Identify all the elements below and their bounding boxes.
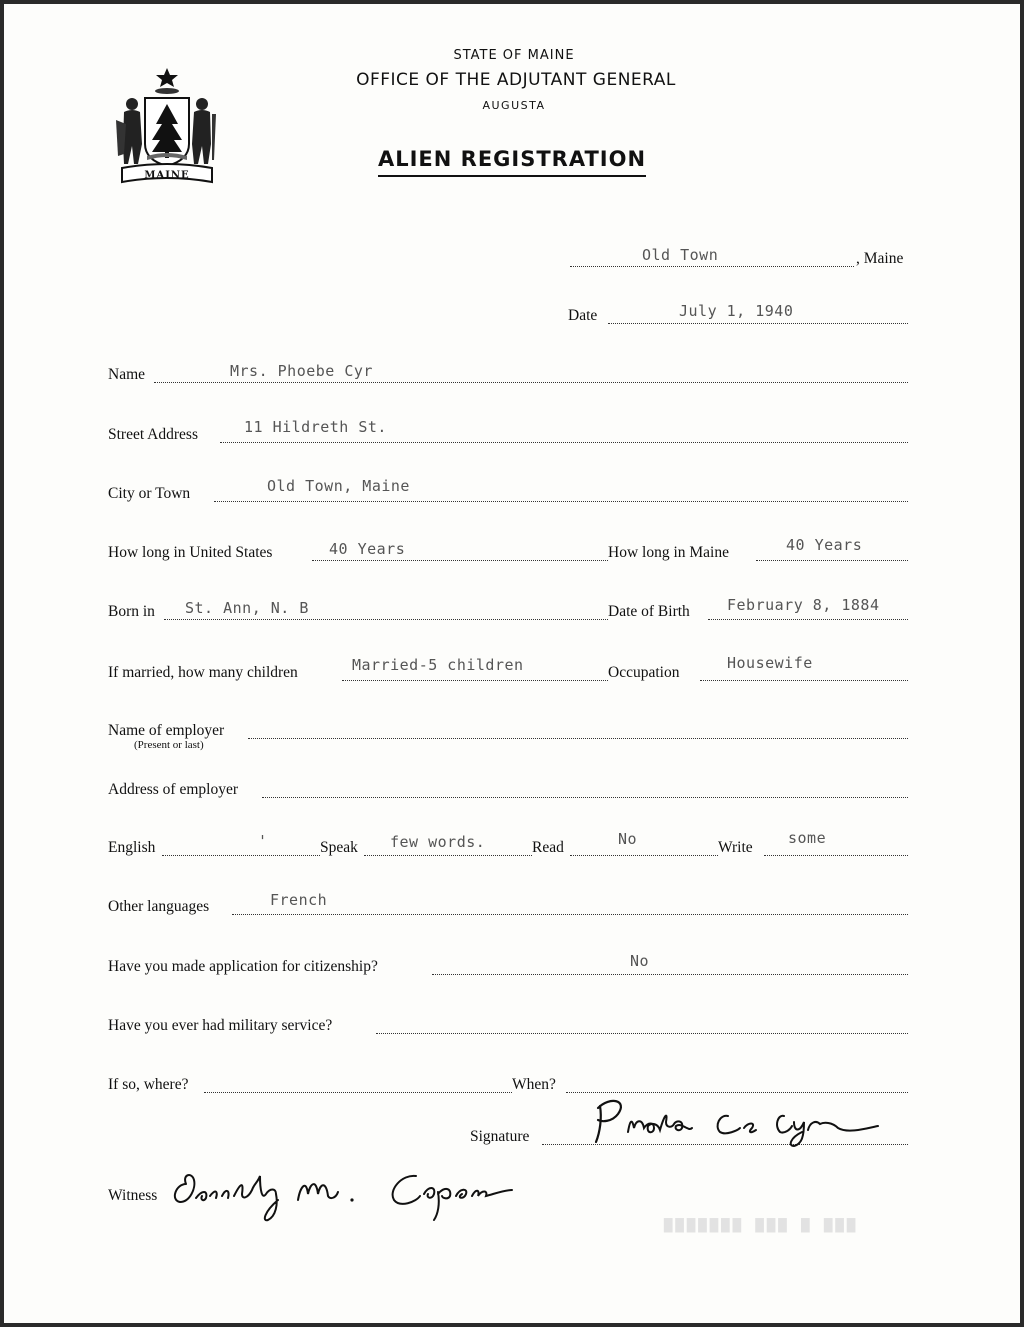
name-value: Mrs. Phoebe Cyr: [230, 362, 373, 380]
city-heading: AUGUSTA: [482, 99, 546, 112]
when-label: When?: [512, 1076, 556, 1093]
employer-sublabel: (Present or last): [134, 739, 204, 751]
speak-label: Speak: [320, 839, 358, 856]
employer-address-label: Address of employer: [108, 781, 238, 798]
applicant-signature: [588, 1092, 888, 1148]
citizenship-value: No: [630, 952, 650, 970]
witness-signature: [168, 1154, 528, 1224]
us-years-value: 40 Years: [329, 540, 406, 558]
signature-label: Signature: [470, 1128, 530, 1145]
street-value: 11 Hildreth St.: [244, 418, 387, 436]
languages-value: French: [270, 891, 328, 909]
speak-value: few words.: [390, 833, 486, 851]
born-value: St. Ann, N. B: [185, 599, 309, 617]
form-page: [4, 4, 1020, 1323]
english-label: English: [108, 839, 156, 856]
form-title-text: ALIEN REGISTRATION: [378, 147, 646, 177]
occupation-value: Housewife: [727, 654, 813, 672]
place-value: Old Town: [642, 246, 719, 264]
where-label: If so, where?: [108, 1076, 189, 1093]
witness-label: Witness: [108, 1187, 158, 1204]
employer-label: Name of employer: [108, 722, 225, 739]
read-label: Read: [532, 839, 564, 856]
place-suffix: , Maine: [856, 250, 904, 267]
dob-label: Date of Birth: [608, 603, 690, 620]
state-heading: STATE OF MAINE: [453, 48, 575, 63]
born-label: Born in: [108, 603, 155, 620]
read-value: No: [618, 830, 638, 848]
us-years-label: How long in United States: [108, 544, 273, 561]
write-label: Write: [718, 839, 753, 856]
city-label: City or Town: [108, 485, 191, 502]
office-heading: OFFICE OF THE ADJUTANT GENERAL: [356, 70, 676, 90]
english-mark: ': [258, 832, 268, 850]
citizenship-label: Have you made application for citizenship?: [108, 958, 378, 975]
occupation-label: Occupation: [608, 664, 680, 681]
maine-years-value: 40 Years: [786, 536, 863, 554]
dob-value: February 8, 1884: [727, 596, 880, 614]
date-value: July 1, 1940: [679, 302, 794, 320]
military-label: Have you ever had military service?: [108, 1017, 333, 1034]
languages-label: Other languages: [108, 898, 210, 915]
write-value: some: [788, 829, 827, 847]
maine-years-label: How long in Maine: [608, 544, 729, 561]
seal-text: MAINE: [144, 170, 190, 181]
city-value: Old Town, Maine: [267, 477, 410, 495]
date-label: Date: [568, 307, 598, 324]
faded-stamp: ▇▇▇▇▇▇▇ ▇▇▇ ▇ ▇▇▇: [664, 1217, 859, 1233]
children-label: If married, how many children: [108, 664, 298, 681]
form-title: [4, 147, 1020, 171]
children-value: Married-5 children: [352, 656, 524, 674]
name-label: Name: [108, 366, 146, 383]
street-label: Street Address: [108, 426, 198, 443]
